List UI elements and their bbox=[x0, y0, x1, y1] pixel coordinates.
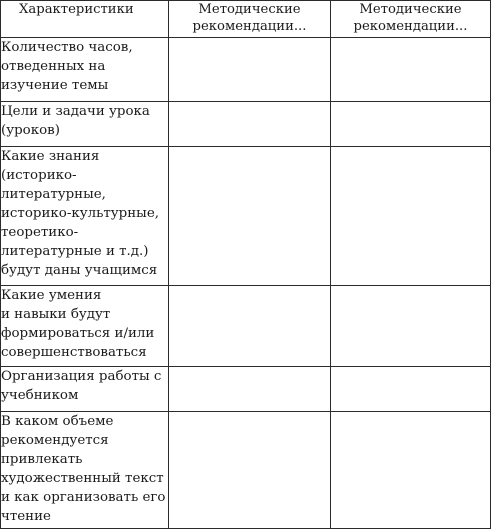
label-line: Организация работы с bbox=[1, 369, 162, 384]
empty-cell bbox=[331, 147, 491, 286]
label-line: историко-культурные, bbox=[1, 206, 160, 221]
label-line: Какие умения bbox=[1, 288, 102, 303]
row-label-skills bbox=[1, 286, 169, 367]
label-line: и как организовать его bbox=[1, 490, 166, 505]
table-row bbox=[1, 412, 491, 529]
label-line: литературные, bbox=[1, 187, 106, 202]
label-line: Какие знания bbox=[1, 149, 100, 164]
empty-cell bbox=[169, 412, 331, 529]
label-line: Цели и задачи урока bbox=[1, 104, 150, 119]
label-line: учебником bbox=[1, 388, 79, 403]
header-line: Методические bbox=[359, 2, 462, 17]
empty-cell bbox=[331, 367, 491, 412]
row-label-textbook bbox=[1, 367, 169, 412]
empty-cell bbox=[169, 147, 331, 286]
label-line: Количество часов, bbox=[1, 40, 133, 55]
empty-cell bbox=[169, 102, 331, 147]
empty-cell bbox=[331, 412, 491, 529]
label-line: теоретико- bbox=[1, 225, 79, 240]
empty-cell bbox=[169, 38, 331, 102]
header-line: рекомендации... bbox=[192, 19, 307, 34]
table-row bbox=[1, 147, 491, 286]
header-line: Характеристики bbox=[19, 2, 134, 17]
label-line: формироваться и/или bbox=[1, 326, 155, 341]
label-line: литературные и т.д.) bbox=[1, 244, 149, 259]
row-label-knowledge bbox=[1, 147, 169, 286]
header-row bbox=[1, 1, 491, 38]
empty-cell bbox=[331, 38, 491, 102]
row-label-hours bbox=[1, 38, 169, 102]
label-line: привлекать bbox=[1, 452, 83, 467]
header-line: рекомендации... bbox=[353, 19, 468, 34]
table-row bbox=[1, 286, 491, 367]
label-line: совершенствоваться bbox=[1, 345, 147, 360]
row-label-literary-text bbox=[1, 412, 169, 529]
empty-cell bbox=[169, 286, 331, 367]
label-line: В каком объеме bbox=[1, 414, 114, 429]
table-row bbox=[1, 367, 491, 412]
label-line: (историко- bbox=[1, 168, 77, 183]
header-recommendations-1 bbox=[169, 1, 331, 38]
label-line: (уроков) bbox=[1, 123, 60, 138]
header-line: Методические bbox=[198, 2, 301, 17]
empty-cell bbox=[169, 367, 331, 412]
header-recommendations-2 bbox=[331, 1, 491, 38]
header-characteristics bbox=[1, 1, 169, 38]
label-line: отведенных на bbox=[1, 59, 106, 74]
label-line: и навыки будут bbox=[1, 307, 111, 322]
row-label-goals bbox=[1, 102, 169, 147]
label-line: художественный текст bbox=[1, 471, 164, 486]
empty-cell bbox=[331, 286, 491, 367]
label-line: чтение bbox=[1, 509, 51, 524]
label-line: будут даны учащимся bbox=[1, 263, 158, 278]
label-line: изучение темы bbox=[1, 78, 109, 93]
empty-cell bbox=[331, 102, 491, 147]
table-row bbox=[1, 102, 491, 147]
label-line: рекомендуется bbox=[1, 433, 109, 448]
table-row bbox=[1, 38, 491, 102]
